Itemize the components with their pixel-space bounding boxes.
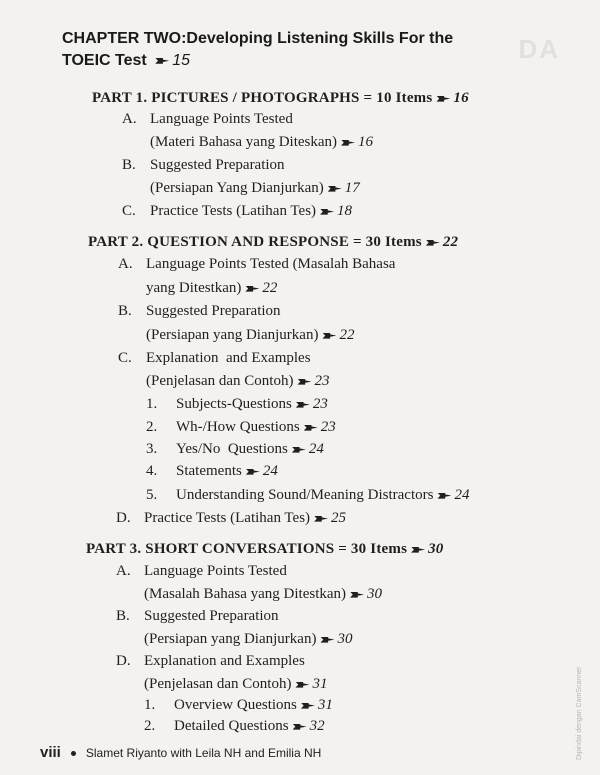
page-footer bbox=[40, 744, 321, 761]
part-2-item-a-sub: yang Ditestkan) 22 bbox=[146, 280, 278, 296]
part-2-item-c-sub: (Penjelasan dan Contoh) 23 bbox=[146, 373, 330, 389]
bleed-through-text: DA bbox=[518, 34, 560, 64]
part-3-item-a: A. Language Points Tested bbox=[116, 563, 287, 579]
pointing-hand-icon bbox=[350, 592, 364, 598]
part-3-item-b: B. Suggested Preparation bbox=[116, 608, 279, 624]
pointing-hand-icon bbox=[314, 516, 328, 522]
part-1-item-b: B. Suggested Preparation bbox=[122, 157, 285, 173]
part-1-item-a: A. Language Points Tested bbox=[122, 111, 293, 127]
part-3-subitem-2: 2. Detailed Questions 32 bbox=[144, 718, 325, 734]
footer-authors: Slamet Riyanto with Leila NH and Emilia NH bbox=[85, 746, 322, 760]
part-3-item-b-sub: (Persiapan yang Dianjurkan) 30 bbox=[144, 631, 353, 647]
part-3-item-d: D. Explanation and Examples bbox=[116, 653, 305, 669]
scanner-watermark: Dipindai dengan CamScanner bbox=[576, 666, 583, 760]
part-2-subitem-2: 2. Wh-/How Questions 23 bbox=[146, 419, 336, 435]
pointing-hand-icon bbox=[293, 724, 307, 730]
part-2-item-b: B. Suggested Preparation bbox=[118, 303, 281, 319]
part-2-subitem-5: 5. Understanding Sound/Meaning Distractors 24 bbox=[146, 487, 470, 503]
part-2-heading: PART 2. QUESTION AND RESPONSE = 30 Items 22 bbox=[88, 234, 459, 250]
part-2-item-c: C. Explanation and Examples bbox=[118, 350, 311, 366]
pointing-hand-icon bbox=[320, 637, 334, 643]
pointing-hand-icon bbox=[437, 493, 451, 499]
bullet-icon bbox=[71, 751, 76, 756]
part-3-item-d-sub: (Penjelasan dan Contoh) 31 bbox=[144, 676, 328, 692]
chapter-title-text: CHAPTER TWO:Developing Listening Skills For the TOEIC Test bbox=[62, 30, 454, 69]
part-3-subitem-1: 1. Overview Questions 31 bbox=[144, 697, 333, 713]
pointing-hand-icon bbox=[245, 286, 259, 292]
pointing-hand-icon bbox=[426, 240, 440, 246]
pointing-hand-icon bbox=[328, 186, 342, 192]
page-number: viii bbox=[40, 744, 61, 761]
part-1-item-a-sub: (Materi Bahasa yang Diteskan) 16 bbox=[150, 134, 374, 150]
pointing-hand-icon bbox=[295, 682, 309, 688]
pointing-hand-icon bbox=[320, 209, 334, 215]
pointing-hand-icon bbox=[297, 379, 311, 385]
pointing-hand-icon bbox=[341, 140, 355, 146]
part-1-item-b-sub: (Persiapan Yang Dianjurkan) 17 bbox=[150, 180, 360, 196]
part-2-subitem-1: 1. Subjects-Questions 23 bbox=[146, 396, 328, 412]
part-3-heading: PART 3. SHORT CONVERSATIONS = 30 Items 30 bbox=[86, 541, 444, 557]
chapter-title bbox=[62, 28, 482, 72]
pointing-hand-icon bbox=[296, 402, 310, 408]
part-2-item-d: D. Practice Tests (Latihan Tes) 25 bbox=[116, 510, 347, 526]
pointing-hand-icon bbox=[292, 447, 306, 453]
pointing-hand-icon bbox=[301, 703, 315, 709]
chapter-page-number: 15 bbox=[172, 52, 191, 69]
part-2-item-a: A. Language Points Tested (Masalah Bahasa bbox=[118, 256, 396, 272]
part-2-subitem-3: 3. Yes/No Questions 24 bbox=[146, 441, 324, 457]
pointing-hand-icon bbox=[304, 425, 318, 431]
pointing-hand-icon bbox=[436, 96, 450, 102]
pointing-hand-icon bbox=[155, 58, 169, 64]
part-2-subitem-4: 4. Statements 24 bbox=[146, 463, 278, 479]
pointing-hand-icon bbox=[411, 547, 425, 553]
pointing-hand-icon bbox=[322, 333, 336, 339]
part-1-item-c: C. Practice Tests (Latihan Tes) 18 bbox=[122, 203, 353, 219]
part-1-heading: PART 1. PICTURES / PHOTOGRAPHS = 10 Items 16 bbox=[92, 90, 469, 106]
part-2-item-b-sub: (Persiapan yang Dianjurkan) 22 bbox=[146, 327, 355, 343]
pointing-hand-icon bbox=[246, 469, 260, 475]
part-3-item-a-sub: (Masalah Bahasa yang Ditestkan) 30 bbox=[144, 586, 383, 602]
